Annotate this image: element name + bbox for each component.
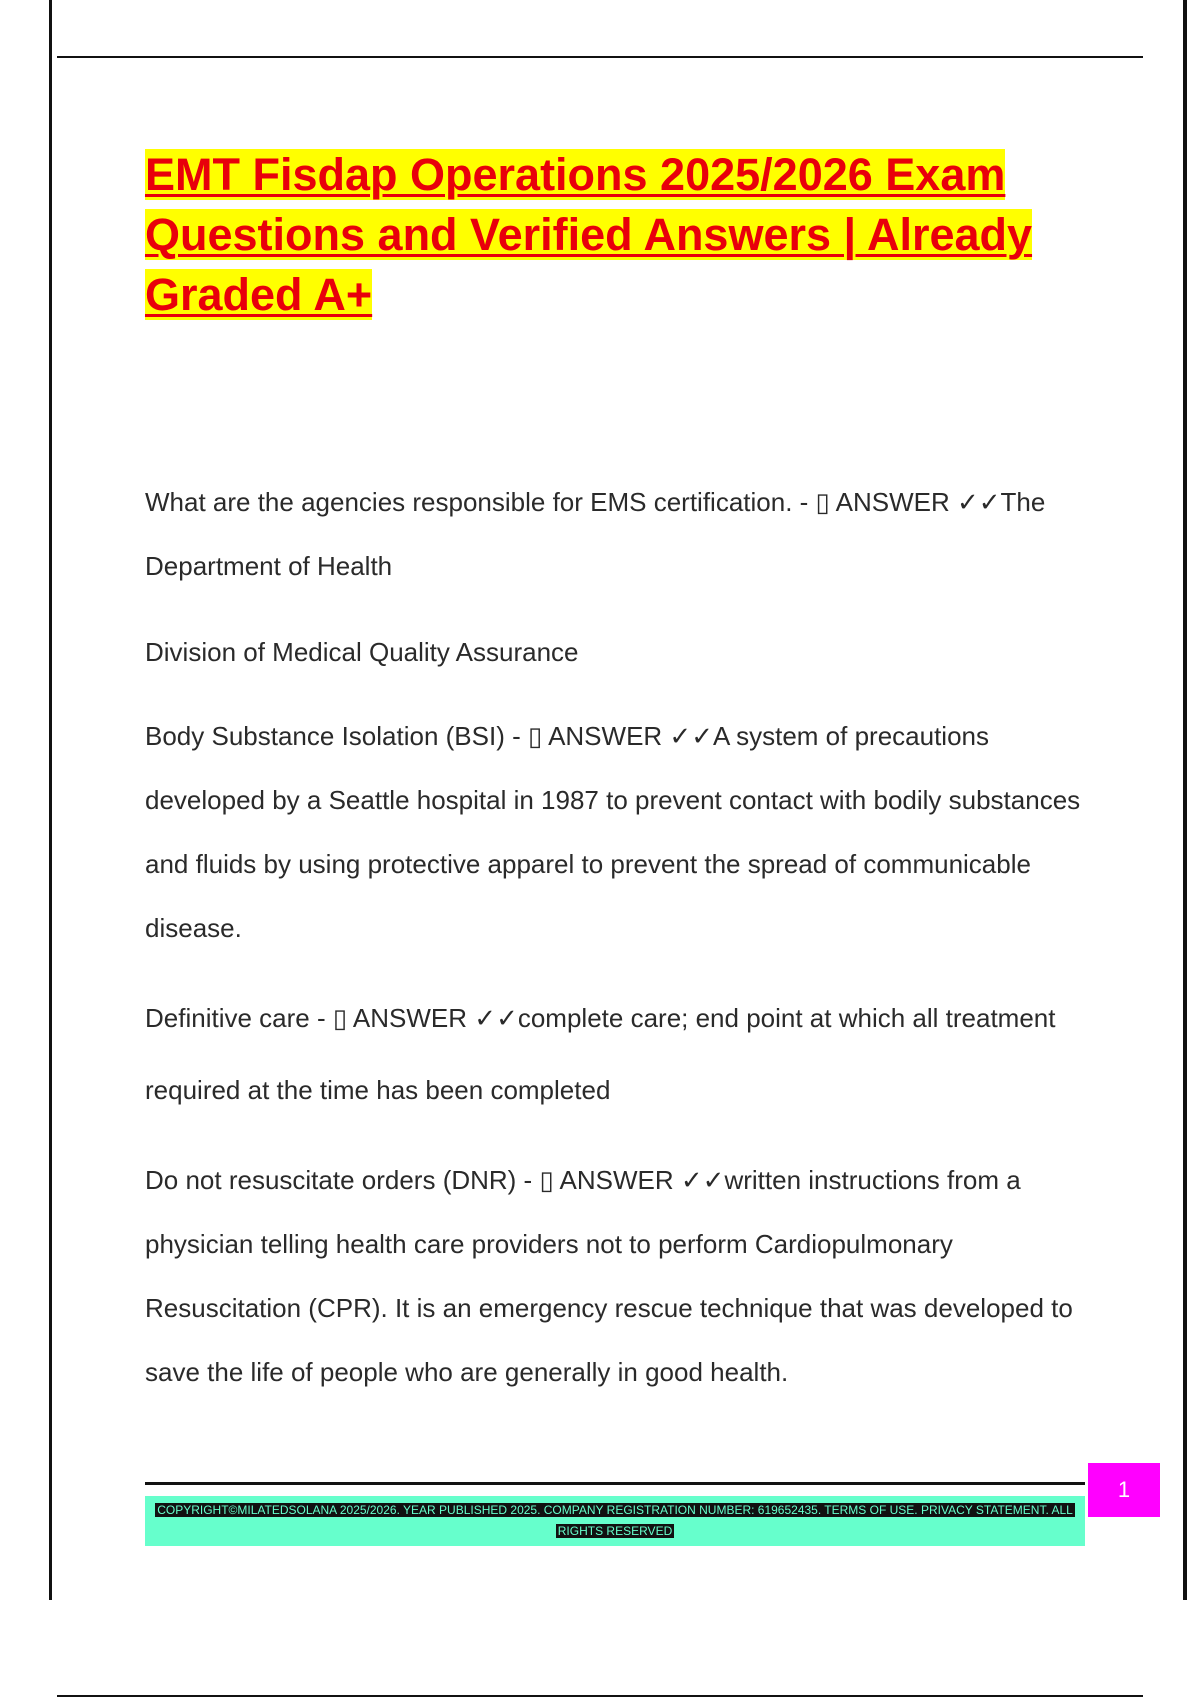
- copyright-footer: [145, 1496, 1085, 1546]
- header-rule: [57, 56, 1143, 58]
- document-body: [145, 470, 1085, 1426]
- bottom-rule: [57, 1695, 1143, 1697]
- page-number-badge: 1: [1088, 1463, 1160, 1517]
- document-title: [145, 145, 1085, 325]
- qa-item-bsi: Body Substance Isolation (BSI) - ▯ ANSWER ✓✓A system of precautions developed by a Seattle hospital in 1987 to prevent contact with bodily substances and fluids by using protective apparel to prevent the spread of communicable disease.: [145, 721, 1081, 943]
- qa-item-dnr: Do not resuscitate orders (DNR) - ▯ ANSWER ✓✓written instructions from a physician telling health care providers not to perform Cardiopulmonary Resuscitation (CPR). It is an emergency rescue technique that was developed to save the life of people who are generally in good health.: [145, 1165, 1073, 1387]
- qa-item-definitive-care: Definitive care - ▯ ANSWER ✓✓complete care; end point at which all treatment required at the time has been completed: [145, 1003, 1056, 1105]
- document-title-text: EMT Fisdap Operations 2025/2026 Exam Questions and Verified Answers | Already Graded A+: [145, 149, 1033, 320]
- page-border-right: [1183, 0, 1187, 1600]
- page-border-left: [49, 0, 52, 1600]
- copyright-text: COPYRIGHT©MILATEDSOLANA 2025/2026. YEAR PUBLISHED 2025. COMPANY REGISTRATION NUMBER: 619652435. TERMS OF USE. PRIVACY STATEMENT. ALL RIGHTS RESERVED: [157, 1503, 1073, 1538]
- qa-item-ems-agencies-extra: Division of Medical Quality Assurance: [145, 637, 579, 667]
- footer-rule: [145, 1482, 1085, 1485]
- qa-item-ems-agencies: What are the agencies responsible for EMS certification. - ▯ ANSWER ✓✓The Department of Health: [145, 487, 1046, 581]
